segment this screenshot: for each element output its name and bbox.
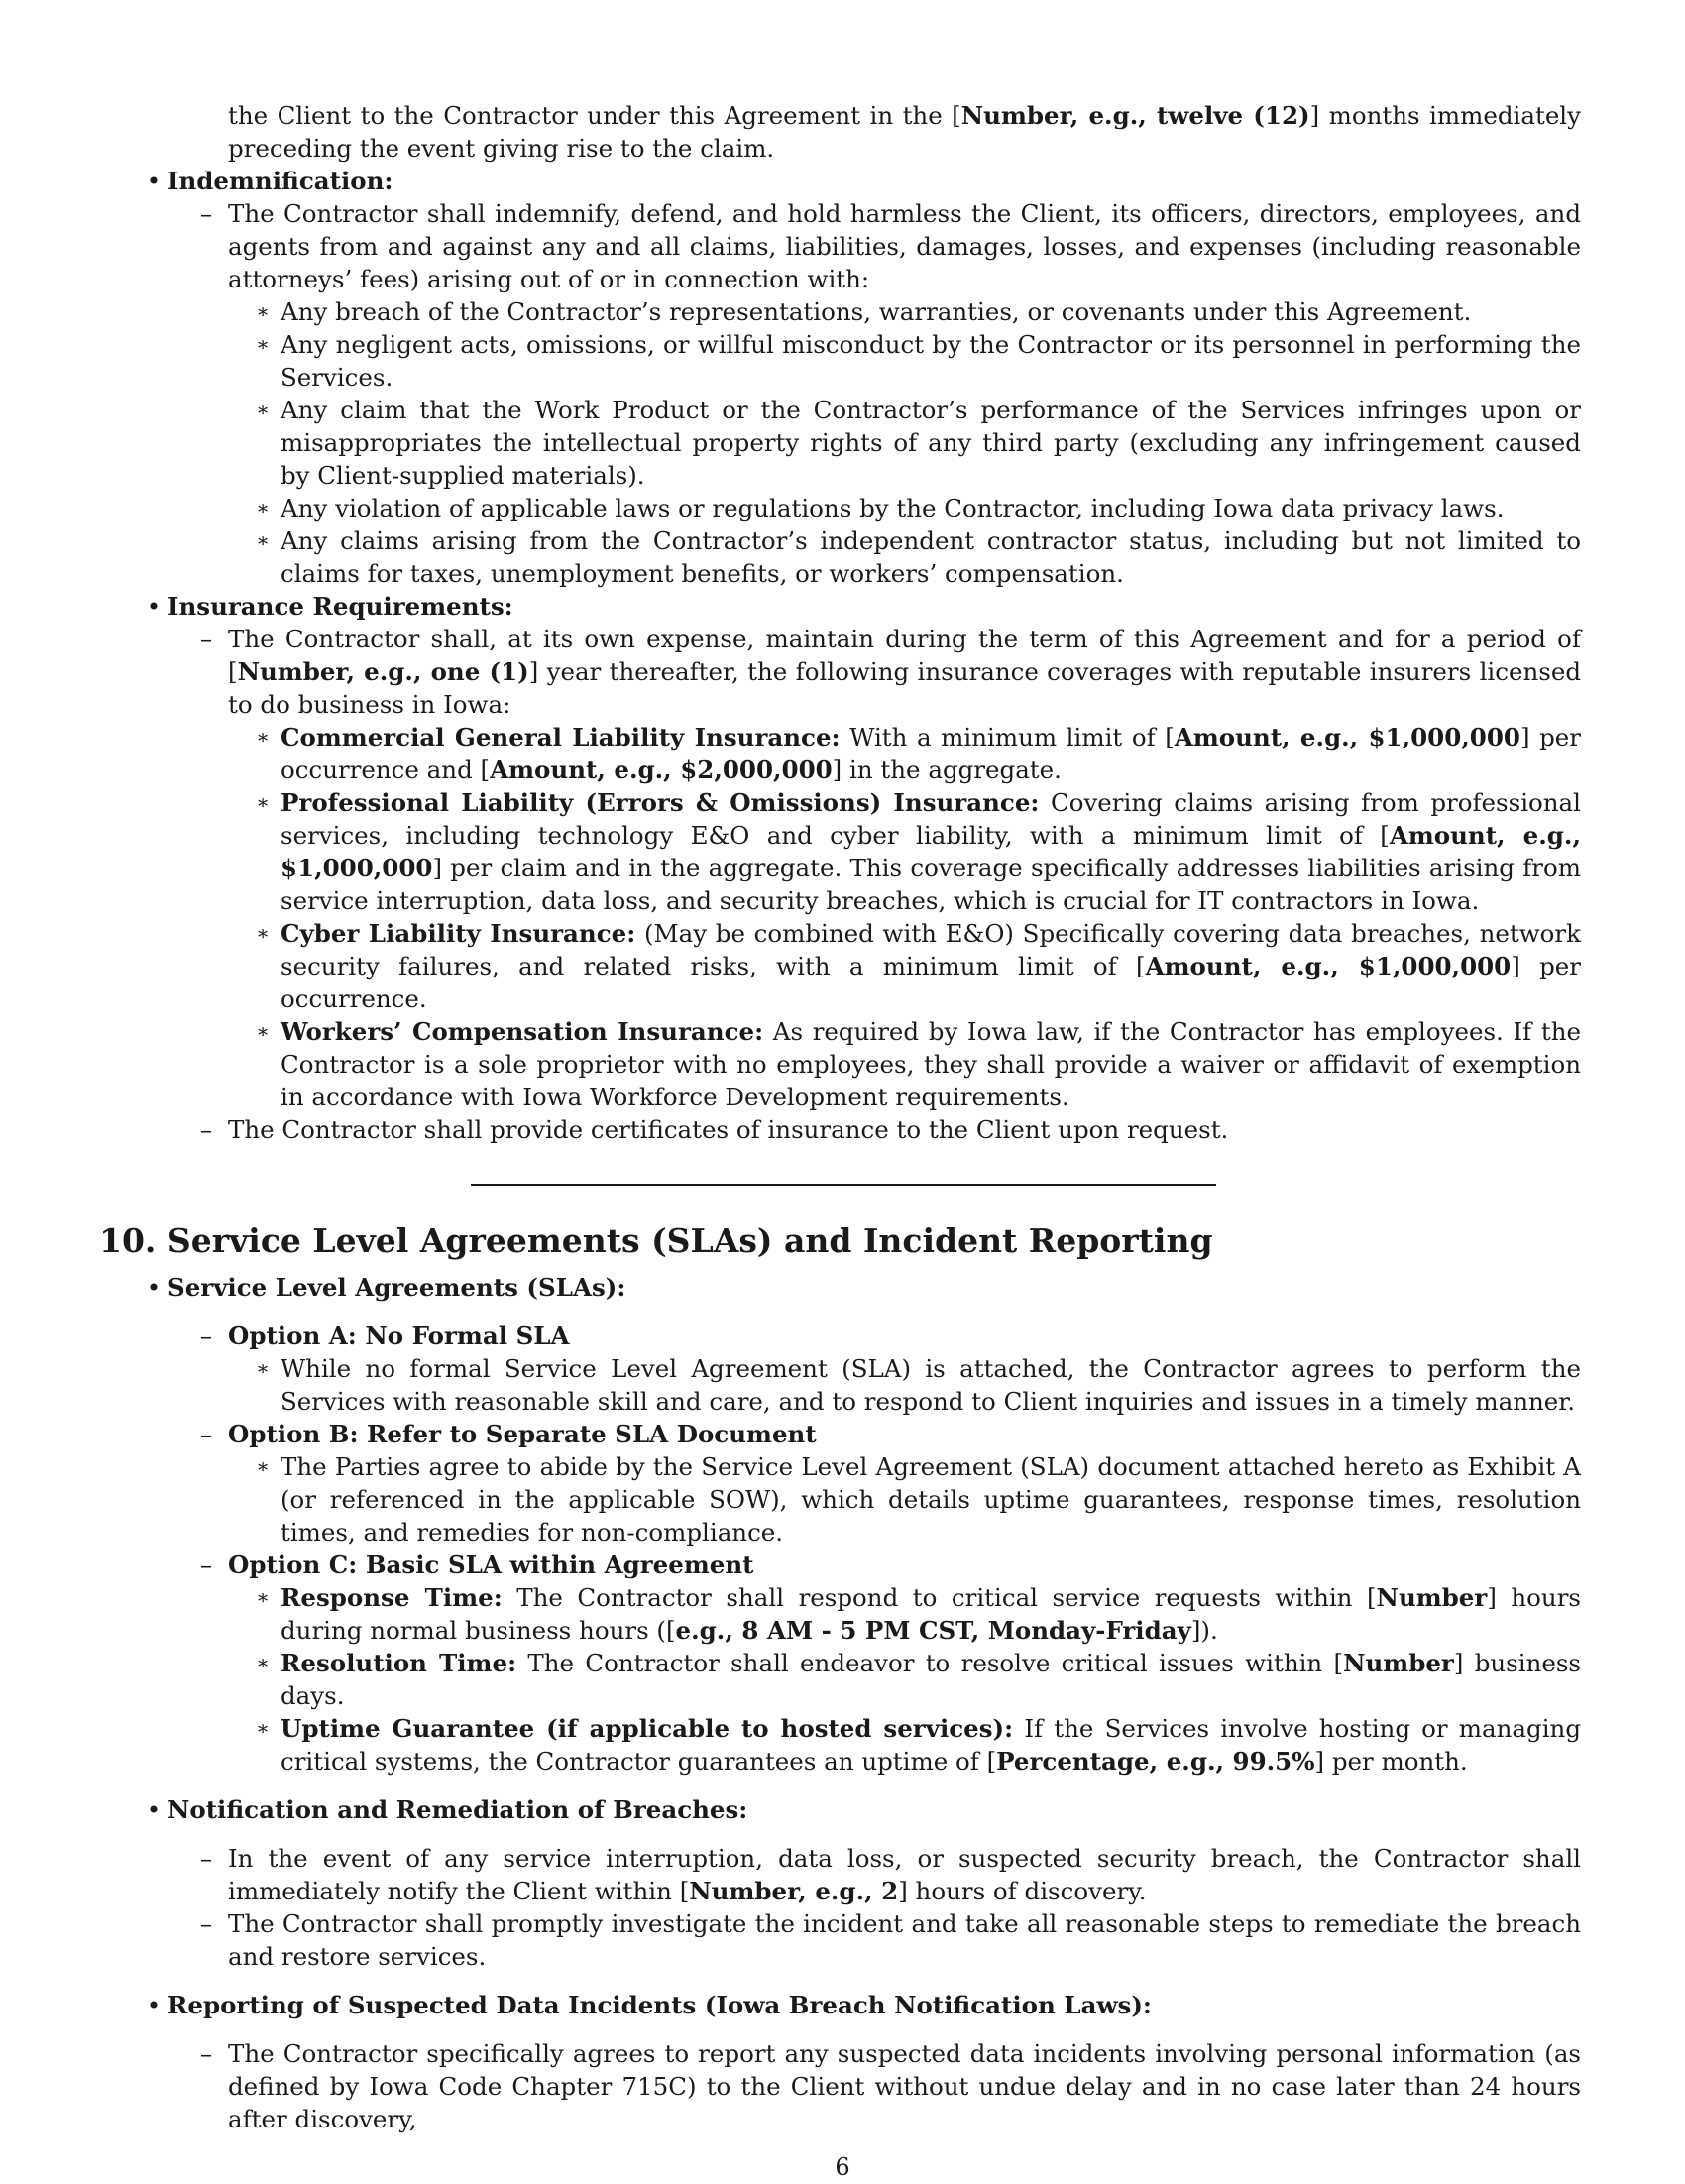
insurance-eo bbox=[256, 786, 1582, 917]
cgl-label: Commercial General Liability Insurance: bbox=[281, 723, 841, 751]
asterisk-icon: ∗ bbox=[256, 1454, 270, 1478]
resolution-time-label: Resolution Time: bbox=[281, 1649, 517, 1677]
indemnification-subitem-text: Any violation of applicable laws or regulations by the Contractor, including Iowa data privacy laws. bbox=[281, 494, 1505, 522]
asterisk-icon: ∗ bbox=[256, 332, 270, 356]
sla-item bbox=[146, 1271, 1581, 1304]
breach-item bbox=[146, 1793, 1581, 1826]
uptime-label: Uptime Guarantee (if applicable to hosted services): bbox=[281, 1714, 1014, 1743]
option-a-heading: Option A: No Formal SLA bbox=[228, 1322, 570, 1350]
asterisk-icon: ∗ bbox=[256, 1651, 270, 1674]
breach-remediate-text: The Contractor shall promptly investigate the incident and take all reasonable steps to remediate the breach and restore services. bbox=[228, 1909, 1581, 1971]
option-b-heading: Option B: Refer to Separate SLA Document bbox=[228, 1420, 817, 1448]
sla-response-time bbox=[256, 1581, 1581, 1647]
text: ] in the aggregate. bbox=[832, 755, 1062, 784]
placeholder-text: Percentage, e.g., 99.5% bbox=[996, 1747, 1315, 1776]
page-content bbox=[99, 99, 1581, 2135]
asterisk-icon: ∗ bbox=[256, 921, 270, 945]
text: ] business days. bbox=[281, 1649, 1581, 1710]
text: In the event of any service interruption, data loss, or suspected security breach, the Contractor shall immediately notify the Client within [ bbox=[228, 1844, 1581, 1905]
section-divider bbox=[471, 1184, 1216, 1186]
placeholder-text: Number, e.g., 2 bbox=[689, 1877, 899, 1905]
bullet-icon: • bbox=[146, 592, 162, 621]
placeholder-text: Number bbox=[1376, 1583, 1488, 1612]
sla-option-a bbox=[199, 1320, 1581, 1352]
dash-icon: – bbox=[199, 1844, 213, 1873]
asterisk-icon: ∗ bbox=[256, 528, 270, 552]
text: The Contractor shall respond to critical service requests within [ bbox=[502, 1583, 1377, 1612]
indemnification-subitem bbox=[256, 524, 1581, 590]
section-10-title: 10. Service Level Agreements (SLAs) and Incident Reporting bbox=[99, 1221, 1213, 1260]
asterisk-icon: ∗ bbox=[256, 398, 270, 421]
bullet-icon: • bbox=[146, 1273, 162, 1302]
text: ] per claim and in the aggregate. This coverage specifically addresses liabilities arising from service interruption, data loss, and security breaches, which is crucial for IT contractors in Iowa. bbox=[281, 854, 1581, 915]
indemnification-subitem-text: Any negligent acts, omissions, or willful misconduct by the Contractor or its personnel in performing the Services. bbox=[281, 330, 1581, 392]
reporting-detail bbox=[199, 2037, 1581, 2135]
wc-label: Workers’ Compensation Insurance: bbox=[281, 1017, 764, 1046]
text: ] per occurrence. bbox=[281, 952, 1581, 1013]
sla-uptime-guarantee bbox=[256, 1712, 1581, 1778]
placeholder-text: Amount, e.g., $1,000,000 bbox=[1174, 723, 1520, 751]
asterisk-icon: ∗ bbox=[256, 725, 270, 748]
text: ] hours during normal business hours ([ bbox=[281, 1583, 1581, 1645]
indemnification-subitem bbox=[256, 492, 1581, 524]
placeholder-text: e.g., 8 AM - 5 PM CST, Monday-Friday bbox=[675, 1616, 1191, 1645]
indemnification-intro-text: The Contractor shall indemnify, defend, and hold harmless the Client, its officers, directors, employees, and agents from and against any and all claims, liabilities, damages, losses, and expenses (including reasonable attorneys’ fees) arising out of or in connection with: bbox=[228, 199, 1581, 293]
text: the Client to the Contractor under this Agreement in the [ bbox=[228, 101, 961, 130]
placeholder-text: Amount, e.g., $1,000,000 bbox=[281, 821, 1581, 882]
sla-resolution-time bbox=[256, 1647, 1581, 1712]
indemnification-subitem bbox=[256, 295, 1581, 328]
dash-icon: – bbox=[199, 1115, 213, 1144]
option-a-body: While no formal Service Level Agreement (SLA) is attached, the Contractor agrees to perform the Services with reasonable skill and care, and to respond to Client inquiries and issues in a timely manner. bbox=[281, 1354, 1581, 1416]
insurance-heading: Insurance Requirements: bbox=[168, 592, 513, 621]
text: ] per occurrence and [ bbox=[281, 723, 1581, 784]
insurance-certificates bbox=[199, 1113, 1581, 1146]
text: ]). bbox=[1190, 1616, 1218, 1645]
text: With a minimum limit of [ bbox=[840, 723, 1175, 751]
indemnification-subitem bbox=[256, 328, 1581, 394]
breach-remediate bbox=[199, 1907, 1581, 1973]
option-b-body: The Parties agree to abide by the Service Level Agreement (SLA) document attached hereto as Exhibit A (or referenced in the applicable SOW), which details uptime guarantees, response times, resolution times, and remedies for non-compliance. bbox=[281, 1452, 1581, 1547]
sla-option-c bbox=[199, 1549, 1581, 1581]
insurance-cyber bbox=[256, 917, 1581, 1015]
insurance-item bbox=[146, 590, 1581, 623]
indemnification-heading: Indemnification: bbox=[168, 167, 393, 195]
asterisk-icon: ∗ bbox=[256, 790, 270, 814]
text: The Contractor shall, at its own expense, maintain during the term of this Agreement and for a period of [ bbox=[228, 625, 1581, 686]
response-time-label: Response Time: bbox=[281, 1583, 503, 1612]
text: (May be combined with E&O) Specifically covering data breaches, network security failures, and related risks, with a minimum limit of [ bbox=[281, 919, 1581, 980]
reporting-heading: Reporting of Suspected Data Incidents (Iowa Breach Notification Laws): bbox=[168, 1991, 1152, 2019]
sla-option-b-text bbox=[256, 1450, 1581, 1549]
breach-heading: Notification and Remediation of Breaches: bbox=[168, 1795, 748, 1824]
placeholder-text: Number, e.g., twelve (12) bbox=[960, 101, 1310, 130]
text: ] months immediately preceding the event giving rise to the claim. bbox=[228, 101, 1581, 163]
text: ] year thereafter, the following insurance coverages with reputable insurers licensed to do business in Iowa: bbox=[228, 657, 1582, 719]
placeholder-text: Amount, e.g., $2,000,000 bbox=[490, 755, 833, 784]
reporting-item bbox=[146, 1989, 1581, 2021]
dash-icon: – bbox=[199, 1322, 213, 1350]
insurance-wc bbox=[256, 1015, 1581, 1113]
insurance-intro bbox=[199, 623, 1582, 721]
asterisk-icon: ∗ bbox=[256, 1585, 270, 1609]
indemnification-subitem bbox=[256, 394, 1581, 492]
asterisk-icon: ∗ bbox=[256, 299, 270, 323]
sla-heading: Service Level Agreements (SLAs): bbox=[168, 1273, 626, 1302]
text: Covering claims arising from professional services, including technology E&O and cyber liability, with a minimum limit of [ bbox=[281, 788, 1582, 850]
indemnification-subitem-text: Any breach of the Contractor’s representations, warranties, or covenants under this Agreement. bbox=[281, 297, 1472, 326]
sla-option-a-text bbox=[256, 1352, 1581, 1418]
dash-icon: – bbox=[199, 199, 213, 228]
page-number: 6 bbox=[835, 2153, 850, 2181]
certificates-text: The Contractor shall provide certificates of insurance to the Client upon request. bbox=[228, 1115, 1229, 1144]
bullet-icon: • bbox=[146, 1795, 162, 1824]
asterisk-icon: ∗ bbox=[256, 1716, 270, 1740]
indemnification-subitem-text: Any claim that the Work Product or the Contractor’s performance of the Services infringes upon or misappropriates the intellectual property rights of any third party (excluding any infringement caused by Client-supplied materials). bbox=[281, 396, 1581, 490]
dash-icon: – bbox=[199, 1551, 213, 1579]
liability-cap-continuation bbox=[228, 99, 1581, 165]
sla-option-b bbox=[199, 1418, 1581, 1450]
text: The Contractor shall endeavor to resolve critical issues within [ bbox=[516, 1649, 1344, 1677]
text: ] per month. bbox=[1314, 1747, 1468, 1776]
asterisk-icon: ∗ bbox=[256, 1019, 270, 1043]
indemnification-subitem-text: Any claims arising from the Contractor’s independent contractor status, including but not limited to claims for taxes, unemployment benefits, or workers’ compensation. bbox=[281, 526, 1581, 588]
asterisk-icon: ∗ bbox=[256, 496, 270, 519]
eo-label: Professional Liability (Errors & Omissions) Insurance: bbox=[281, 788, 1040, 817]
text: If the Services involve hosting or managing critical systems, the Contractor guarantees an uptime of [ bbox=[281, 1714, 1581, 1776]
indemnification-item bbox=[146, 165, 1581, 197]
breach-notify bbox=[199, 1842, 1581, 1907]
dash-icon: – bbox=[199, 1420, 213, 1448]
asterisk-icon: ∗ bbox=[256, 1356, 270, 1380]
text: As required by Iowa law, if the Contractor has employees. If the Contractor is a sole proprietor with no employees, they shall provide a waiver or affidavit of exemption in accordance with Iowa Workforce Development requirements. bbox=[281, 1017, 1581, 1111]
dash-icon: – bbox=[199, 2039, 213, 2068]
reporting-detail-text: The Contractor specifically agrees to report any suspected data incidents involving personal information (as defined by Iowa Code Chapter 715C) to the Client without undue delay and in no case later than 24 hours after discovery, bbox=[228, 2039, 1581, 2133]
bullet-icon: • bbox=[146, 1991, 162, 2019]
text: ] hours of discovery. bbox=[898, 1877, 1147, 1905]
placeholder-text: Number bbox=[1343, 1649, 1454, 1677]
cyber-label: Cyber Liability Insurance: bbox=[281, 919, 636, 948]
indemnification-intro bbox=[199, 197, 1581, 295]
placeholder-text: Amount, e.g., $1,000,000 bbox=[1145, 952, 1512, 980]
dash-icon: – bbox=[199, 625, 213, 653]
dash-icon: – bbox=[199, 1909, 213, 1938]
bullet-icon: • bbox=[146, 167, 162, 195]
placeholder-text: Number, e.g., one (1) bbox=[237, 657, 529, 686]
option-c-heading: Option C: Basic SLA within Agreement bbox=[228, 1551, 754, 1579]
insurance-cgl bbox=[256, 721, 1581, 786]
